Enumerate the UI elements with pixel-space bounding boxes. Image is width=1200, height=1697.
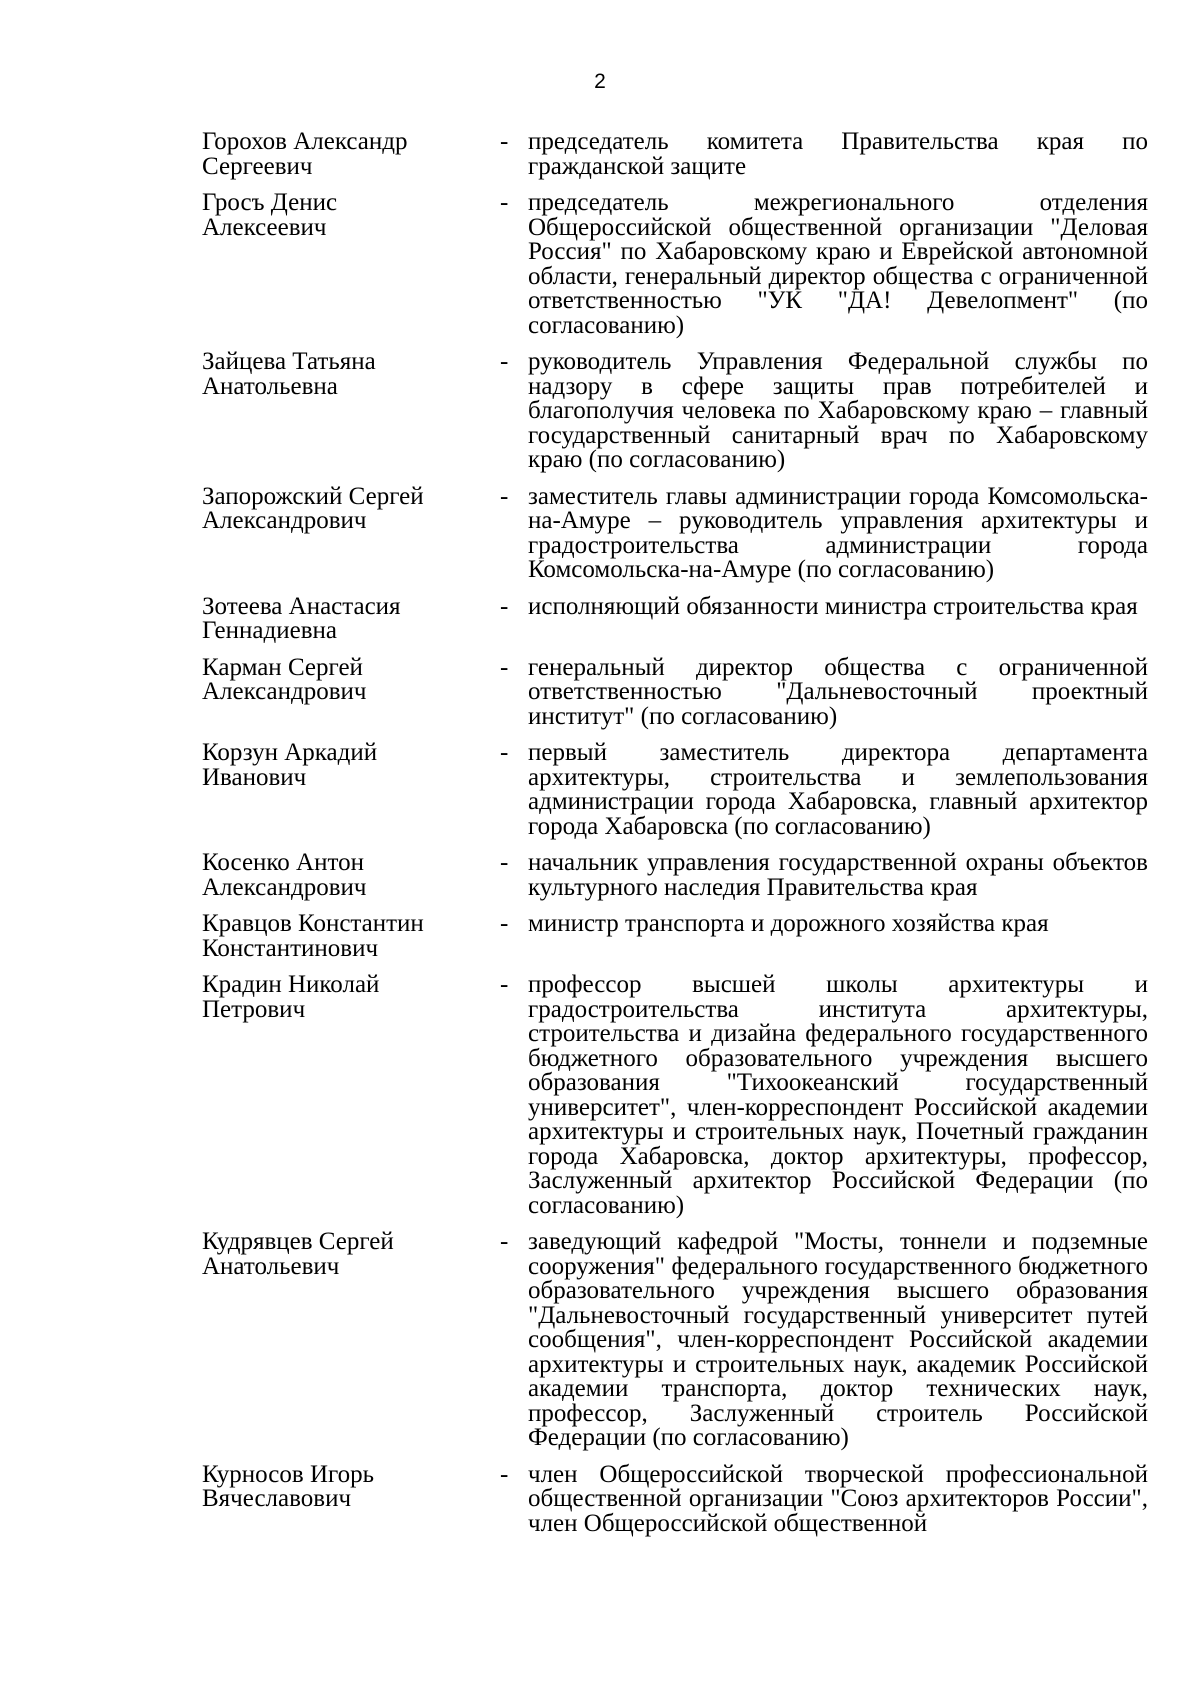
member-entry xyxy=(202,191,1148,338)
member-role: генеральный директор общества с ограниченной ответственностью "Дальневосточный проектный институт" (по согласованию) xyxy=(528,653,1148,730)
member-name: Курносов Игорь Вячеславович xyxy=(202,1460,375,1512)
member-dash: - xyxy=(500,653,509,681)
member-dash: - xyxy=(500,482,509,510)
member-name: Зотеева Анастасия Геннадиевна xyxy=(202,592,401,644)
member-role: председатель межрегионального отделения Общероссийской общественной организации "Деловая Россия" по Хабаровскому краю и Еврейской автономной области, генеральный директор общества с ограниченной ответственностью "УК "ДА! Девелопмент" (по согласованию) xyxy=(528,189,1148,339)
member-name: Запорожский Сергей Александрович xyxy=(202,482,424,534)
member-role: член Общероссийской творческой профессиональной общественной организации "Союз архитекторов России", член Общероссийской общественной xyxy=(528,1460,1148,1537)
member-dash: - xyxy=(500,849,509,876)
member-dash: - xyxy=(500,971,509,998)
member-role: заместитель главы администрации города Комсомольска-на-Амуре – руководитель управления архитектуры и градостроительства администрации города Комсомольска-на-Амуре (по согласованию) xyxy=(528,482,1148,583)
member-name: Карман Сергей Александрович xyxy=(202,653,367,705)
member-dash: - xyxy=(500,739,509,766)
member-dash: - xyxy=(500,592,509,620)
member-role: профессор высшей школы архитектуры и градостроительства института архитектуры, строительства и дизайна федерального государственного бюджетного образовательного учреждения высшего образования "Тихоокеанский государственный университет", член-корреспондент Российской академии архитектуры и строительных наук, Почетный гражданин города Хабаровска, доктор архитектуры, профессор, Заслуженный архитектор Российской Федерации (по согласованию) xyxy=(528,971,1148,1219)
member-entry xyxy=(202,973,1148,1218)
member-name: Крадин Николай Петрович xyxy=(202,971,380,1023)
member-role: министр транспорта и дорожного хозяйства края xyxy=(528,910,1049,937)
member-role: первый заместитель директора департамента архитектуры, строительства и землепользования администрации города Хабаровска, главный архитектор города Хабаровска (по согласованию) xyxy=(528,739,1148,840)
member-role: заведующий кафедрой "Мосты, тоннели и подземные сооружения" федерального государственного бюджетного образовательного учреждения высшего образования "Дальневосточный государственный университет путей сообщения", член-корреспондент Российской академии архитектуры и строительных наук, академик Российской академии транспорта, доктор технических наук, профессор, Заслуженный строитель Российской Федерации (по согласованию) xyxy=(528,1228,1148,1451)
member-entry xyxy=(202,1230,1148,1451)
member-name: Гросъ Денис Алексеевич xyxy=(202,189,338,241)
member-entry xyxy=(202,592,1148,644)
member-role: председатель комитета Правительства края по гражданской защите xyxy=(528,128,1148,180)
member-dash: - xyxy=(500,348,509,375)
members-list xyxy=(202,130,1148,1548)
member-entry xyxy=(202,741,1148,839)
page-number: 2 xyxy=(594,70,606,93)
member-entry xyxy=(202,851,1148,900)
member-name: Корзун Аркадий Иванович xyxy=(202,739,378,791)
member-role: исполняющий обязанности министра строительства края xyxy=(528,592,1138,620)
member-name: Кудрявцев Сергей Анатольевич xyxy=(202,1228,394,1280)
member-name: Горохов Александр Сергеевич xyxy=(202,128,408,180)
member-name: Косенко Антон Александрович xyxy=(202,849,367,901)
member-dash: - xyxy=(500,1228,509,1255)
member-name: Зайцева Татьяна Анатольевна xyxy=(202,348,376,400)
member-name: Кравцов Константин Константинович xyxy=(202,910,424,962)
member-entry xyxy=(202,350,1148,473)
member-dash: - xyxy=(500,910,509,937)
member-dash: - xyxy=(500,189,509,216)
member-dash: - xyxy=(500,128,509,155)
member-role: начальник управления государственной охраны объектов культурного наследия Правительства края xyxy=(528,849,1148,901)
member-entry xyxy=(202,482,1148,583)
member-dash: - xyxy=(500,1460,509,1488)
member-entry xyxy=(202,912,1148,961)
member-entry xyxy=(202,130,1148,179)
member-entry xyxy=(202,653,1148,730)
member-entry xyxy=(202,1460,1148,1537)
member-role: руководитель Управления Федеральной службы по надзору в сфере защиты прав потребителей и благополучия человека по Хабаровскому краю – главный государственный санитарный врач по Хабаровскому краю (по согласованию) xyxy=(528,348,1148,473)
